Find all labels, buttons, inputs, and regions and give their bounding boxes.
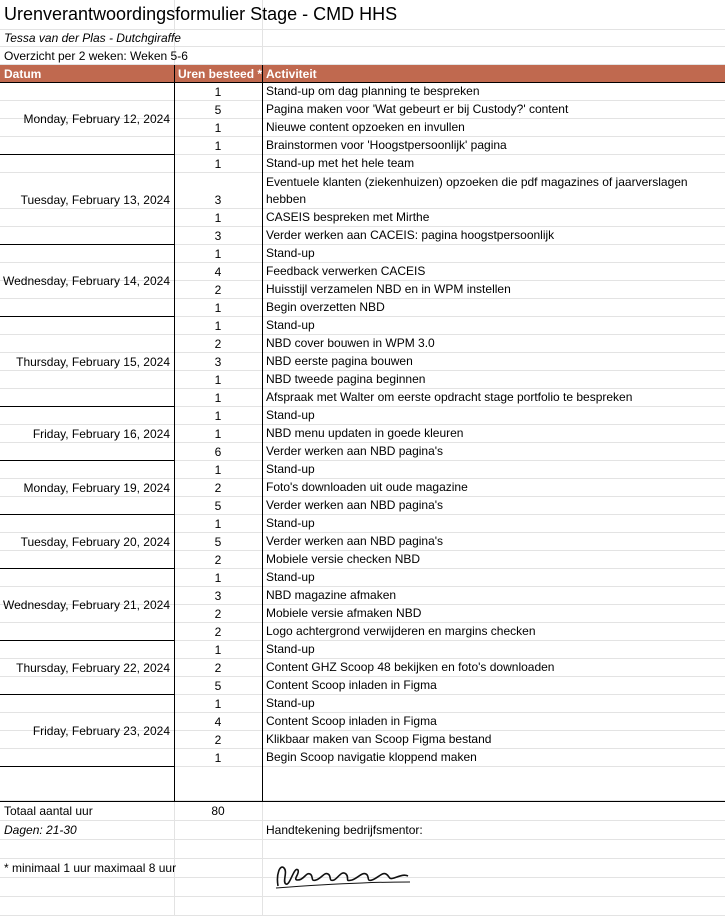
border-line — [174, 65, 175, 802]
header-hours[interactable]: Uren besteed * — [178, 66, 263, 81]
activity-cell: Logo achtergrond verwijderen en margins checken — [266, 624, 536, 638]
activity-cell: Stand-up om dag planning te bespreken — [266, 84, 480, 98]
activity-cell: Stand-up — [266, 318, 315, 332]
date-cell: Monday, February 12, 2024 — [23, 112, 170, 126]
hours-cell: 1 — [214, 426, 222, 441]
overview-label: Overzicht per 2 weken: Weken 5-6 — [4, 48, 188, 63]
hours-cell: 1 — [214, 120, 222, 135]
hours-cell: 1 — [214, 246, 222, 261]
hours-cell: 3 — [214, 193, 222, 207]
overview-row[interactable] — [0, 47, 725, 65]
date-cell: Thursday, February 15, 2024 — [16, 355, 170, 369]
activity-cell: Mobiele versie afmaken NBD — [266, 606, 422, 620]
hours-cell: 6 — [214, 444, 222, 459]
hours-cell: 3 — [214, 588, 222, 603]
activity-cell: Stand-up — [266, 246, 315, 260]
activity-cell: NBD tweede pagina beginnen — [266, 372, 426, 386]
date-cell: Thursday, February 22, 2024 — [16, 661, 170, 675]
activity-cell: Klikbaar maken van Scoop Figma bestand — [266, 732, 492, 746]
activity-cell: Content Scoop inladen in Figma — [266, 678, 437, 692]
border-line — [0, 801, 725, 802]
hours-cell: 1 — [214, 84, 222, 99]
activity-cell: Afspraak met Walter om eerste opdracht stage portfolio te bespreken — [266, 390, 633, 404]
activity-cell: Begin Scoop navigatie kloppend maken — [266, 750, 477, 764]
hours-cell: 1 — [214, 408, 222, 423]
activity-cell: Begin overzetten NBD — [266, 300, 385, 314]
activity-cell: Content GHZ Scoop 48 bekijken en foto's downloaden — [266, 660, 555, 674]
days-label: Dagen: 21-30 — [4, 823, 77, 837]
date-cell: Wednesday, February 14, 2024 — [3, 274, 170, 288]
title-row[interactable] — [0, 0, 725, 30]
activity-cell: Nieuwe content opzoeken en invullen — [266, 120, 465, 134]
hours-cell: 4 — [214, 714, 222, 729]
activity-cell: Stand-up — [266, 516, 315, 530]
activity-cell: Verder werken aan NBD pagina's — [266, 498, 444, 512]
activity-cell: Pagina maken voor 'Wat gebeurt er bij Custody?' content — [266, 102, 569, 116]
activity-cell: Eventuele klanten (ziekenhuizen) opzoeken die pdf magazines of jaarverslagen hebben — [266, 174, 688, 206]
activity-cell: NBD eerste pagina bouwen — [266, 354, 413, 368]
header-date[interactable]: Datum — [4, 66, 42, 81]
activity-cell: Stand-up — [266, 408, 315, 422]
hours-cell: 1 — [214, 300, 222, 315]
hours-cell: 5 — [214, 498, 222, 513]
date-cell: Wednesday, February 21, 2024 — [3, 598, 170, 612]
hours-cell: 2 — [214, 606, 222, 621]
activity-cell: NBD magazine afmaken — [266, 588, 397, 602]
activity-cell: Feedback verwerken CACEIS — [266, 264, 426, 278]
blank-row[interactable] — [0, 897, 725, 916]
date-cell: Friday, February 23, 2024 — [32, 724, 170, 738]
activity-cell: Verder werken aan NBD pagina's — [266, 534, 444, 548]
activity-cell: Stand-up — [266, 642, 315, 656]
days-row[interactable] — [0, 821, 725, 840]
mentor-signature — [272, 856, 412, 896]
hours-cell: 1 — [214, 390, 222, 405]
activity-cell: NBD cover bouwen in WPM 3.0 — [266, 336, 435, 350]
hours-cell: 1 — [214, 750, 222, 765]
table-header — [0, 65, 725, 83]
activity-cell: Huisstijl verzamelen NBD en in WPM instellen — [266, 282, 511, 296]
student-name: Tessa van der Plas - Dutchgiraffe — [4, 31, 181, 45]
hours-cell: 2 — [214, 552, 222, 567]
hours-note: * minimaal 1 uur maximaal 8 uur — [4, 861, 177, 875]
sheet-title: Urenverantwoordingsformulier Stage - CMD HHS — [4, 4, 398, 24]
total-row[interactable] — [0, 802, 725, 821]
hours-cell: 2 — [214, 660, 222, 675]
activity-cell: Stand-up — [266, 696, 315, 710]
activity-cell: Verder werken aan CACEIS: pagina hoogstpersoonlijk — [266, 228, 555, 242]
date-cell: Friday, February 16, 2024 — [32, 427, 170, 441]
total-label: Totaal aantal uur — [4, 804, 93, 818]
student-row[interactable] — [0, 30, 725, 47]
hours-cell: 2 — [214, 336, 222, 351]
date-cell: Tuesday, February 13, 2024 — [20, 193, 170, 207]
date-cell: Tuesday, February 20, 2024 — [20, 535, 170, 549]
hours-cell: 2 — [214, 732, 222, 747]
activity-cell: Stand-up met het hele team — [266, 156, 415, 170]
header-activity[interactable]: Activiteit — [266, 66, 317, 81]
hours-cell: 1 — [214, 516, 222, 531]
hours-cell: 5 — [214, 678, 222, 693]
hours-cell: 1 — [214, 372, 222, 387]
activity-cell: Brainstormen voor 'Hoogstpersoonlijk' pagina — [266, 138, 507, 152]
activity-cell: Foto's downloaden uit oude magazine — [266, 480, 468, 494]
hours-cell: 1 — [214, 642, 222, 657]
hours-cell: 3 — [214, 228, 222, 243]
hours-cell: 1 — [214, 138, 222, 153]
blank-row[interactable] — [0, 767, 725, 801]
date-cell: Monday, February 19, 2024 — [23, 481, 170, 495]
activity-cell: Mobiele versie checken NBD — [266, 552, 421, 566]
activity-cell: Stand-up — [266, 462, 315, 476]
hours-cell: 1 — [214, 156, 222, 171]
hours-cell: 4 — [214, 264, 222, 279]
border-line — [262, 65, 263, 802]
signature-label: Handtekening bedrijfsmentor: — [266, 823, 423, 837]
activity-cell: NBD menu updaten in goede kleuren — [266, 426, 464, 440]
hours-cell: 1 — [214, 462, 222, 477]
total-value: 80 — [211, 804, 225, 818]
activity-cell: Stand-up — [266, 570, 315, 584]
hours-cell: 2 — [214, 282, 222, 297]
hours-cell: 1 — [214, 210, 222, 225]
activity-cell: CASEIS bespreken met Mirthe — [266, 210, 430, 224]
hours-cell: 1 — [214, 570, 222, 585]
hours-cell: 3 — [214, 354, 222, 369]
hours-cell: 1 — [214, 696, 222, 711]
hours-cell: 5 — [214, 534, 222, 549]
activity-cell: Verder werken aan NBD pagina's — [266, 444, 444, 458]
hours-cell: 1 — [214, 318, 222, 333]
hours-cell: 2 — [214, 480, 222, 495]
activity-cell: Content Scoop inladen in Figma — [266, 714, 437, 728]
hours-cell: 2 — [214, 624, 222, 639]
hours-cell: 5 — [214, 102, 222, 117]
